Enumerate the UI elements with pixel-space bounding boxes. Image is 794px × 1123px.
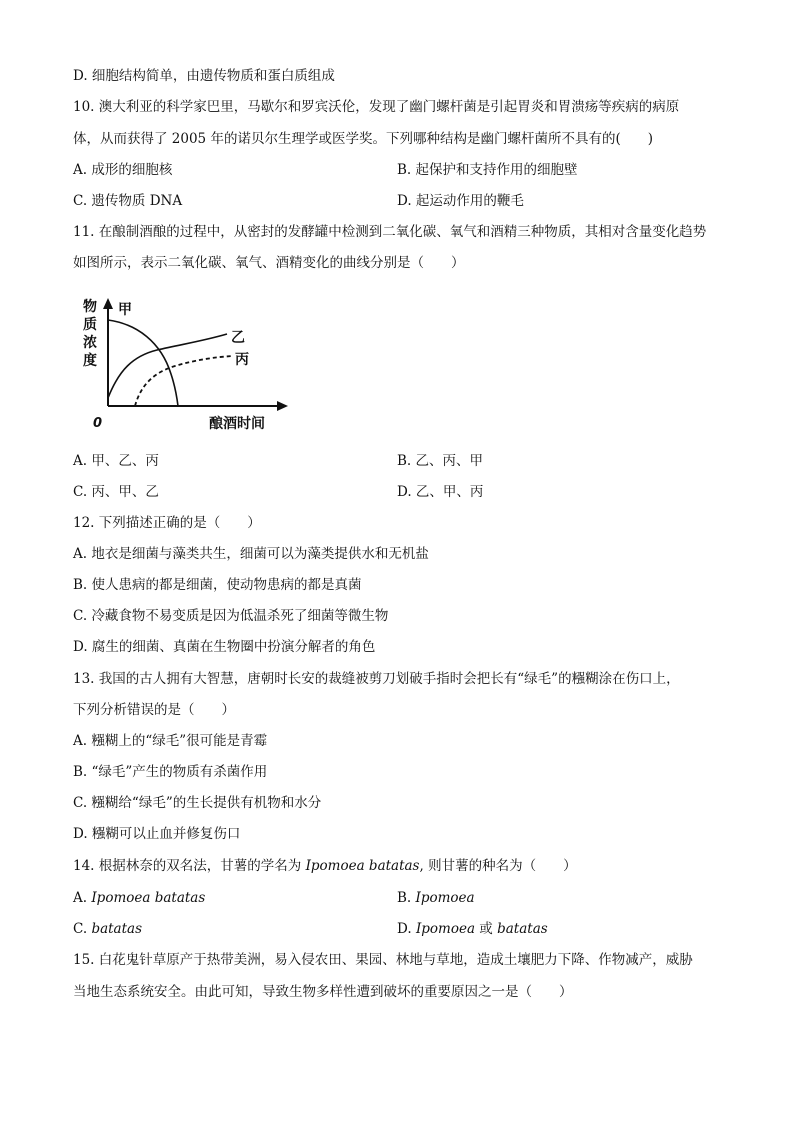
q11-stem-line1: 11. 在酿制酒酿的过程中，从密封的发酵罐中检测到二氧化碳、氧气和酒精三种物质，其相对含量变化趋势 xyxy=(73,224,707,240)
y-axis-arrow xyxy=(103,298,113,309)
q13-stem-line2: 下列分析错误的是（ ） xyxy=(73,702,235,718)
x-axis-label: 酿酒时间 xyxy=(209,416,265,432)
q14-option-c-text: batatas xyxy=(91,921,143,937)
q9-option-d: D. 细胞结构简单，由遗传物质和蛋白质组成 xyxy=(73,68,335,84)
y-label-char-4: 度 xyxy=(83,353,97,369)
q10-stem-line1: 10. 澳大利亚的科学家巴里，马歇尔和罗宾沃伦，发现了幽门螺杆菌是引起胃炎和胃溃疡等疾病的病原 xyxy=(73,99,680,115)
q14-stem-prefix: 14. 根据林奈的双名法，甘薯的学名为 xyxy=(73,858,306,874)
curve-bing xyxy=(135,356,233,406)
q10-stem-line2: 体，从而获得了 2005 年的诺贝尔生理学或医学奖。下列哪种结构是幽门螺杆菌所不具有的( ) xyxy=(73,131,653,147)
q12-option-a: A. 地衣是细菌与藻类共生，细菌可以为藻类提供水和无机盐 xyxy=(73,546,429,562)
q13-stem-line1: 13. 我国的古人拥有大智慧，唐朝时长安的裁缝被剪刀划破手指时会把长有“绿毛”的糨糊涂在伤口上， xyxy=(73,671,680,687)
q12-option-b: B. 使人患病的都是细菌，使动物患病的都是真菌 xyxy=(73,577,362,593)
q14-option-d xyxy=(397,920,548,938)
q11-stem-line2: 如图所示，表示二氧化碳、氧气、酒精变化的曲线分别是（ ） xyxy=(73,255,465,271)
q14-option-a-text: Ipomoea batatas xyxy=(91,890,206,906)
q11-option-c: C. 丙、甲、乙 xyxy=(73,484,159,500)
q15-stem-line2: 当地生态系统安全。由此可知，导致生物多样性遭到破坏的重要原因之一是（ ） xyxy=(73,984,573,1000)
curve-jia-label: 甲 xyxy=(118,302,132,318)
q14-option-a xyxy=(73,889,205,907)
q14-option-d-letter: D. xyxy=(397,921,416,937)
q11-option-d: D. 乙、甲、丙 xyxy=(397,484,484,500)
origin-label: 0 xyxy=(93,416,103,431)
q14-option-c-letter: C. xyxy=(73,921,92,937)
q14-option-d-species: batatas xyxy=(497,921,548,937)
q12-option-c: C. 冷藏食物不易变质是因为低温杀死了细菌等微生物 xyxy=(73,608,389,624)
curve-bing-label: 丙 xyxy=(235,352,249,368)
q10-option-a: A. 成形的细胞核 xyxy=(73,162,173,178)
q14-option-b xyxy=(397,889,475,907)
q13-option-c: C. 糨糊给“绿毛”的生长提供有机物和水分 xyxy=(73,795,322,811)
y-label-char-2: 质 xyxy=(83,317,97,333)
curve-yi-label: 乙 xyxy=(231,330,245,346)
q12-option-d: D. 腐生的细菌、真菌在生物圈中扮演分解者的角色 xyxy=(73,639,376,655)
curve-jia xyxy=(108,320,178,406)
q14-stem-suffix: , 则甘薯的种名为（ ） xyxy=(419,858,577,874)
q14-stem xyxy=(73,857,577,875)
q14-option-b-text: Ipomoea xyxy=(415,890,475,906)
q13-option-a: A. 糨糊上的“绿毛”很可能是青霉 xyxy=(73,733,268,749)
q14-option-d-or: 或 xyxy=(475,921,498,937)
y-label-char-3: 浓 xyxy=(83,335,97,351)
q11-option-a: A. 甲、乙、丙 xyxy=(73,453,159,469)
q10-option-c: C. 遗传物质 DNA xyxy=(73,193,183,209)
q10-option-b: B. 起保护和支持作用的细胞壁 xyxy=(397,162,578,178)
q15-stem-line1: 15. 白花鬼针草原产于热带美洲，易入侵农田、果园、林地与草地，造成土壤肥力下降、作物减产，威胁 xyxy=(73,952,693,968)
q13-option-d: D. 糨糊可以止血并修复伤口 xyxy=(73,826,241,842)
q14-option-d-genus: Ipomoea xyxy=(415,921,476,937)
q13-option-b: B. “绿毛”产生的物质有杀菌作用 xyxy=(73,764,268,780)
q14-option-b-letter: B. xyxy=(397,890,416,906)
x-axis-arrow xyxy=(277,401,288,411)
fermentation-graph xyxy=(75,294,295,440)
q14-option-a-letter: A. xyxy=(73,890,92,906)
q10-option-d: D. 起运动作用的鞭毛 xyxy=(397,193,524,209)
q11-option-b: B. 乙、丙、甲 xyxy=(397,453,484,469)
q14-option-c xyxy=(73,920,142,938)
q12-stem: 12. 下列描述正确的是（ ） xyxy=(73,515,261,531)
y-label-char-1: 物 xyxy=(83,299,97,315)
q14-scientific-name: Ipomoea batatas xyxy=(305,858,420,874)
